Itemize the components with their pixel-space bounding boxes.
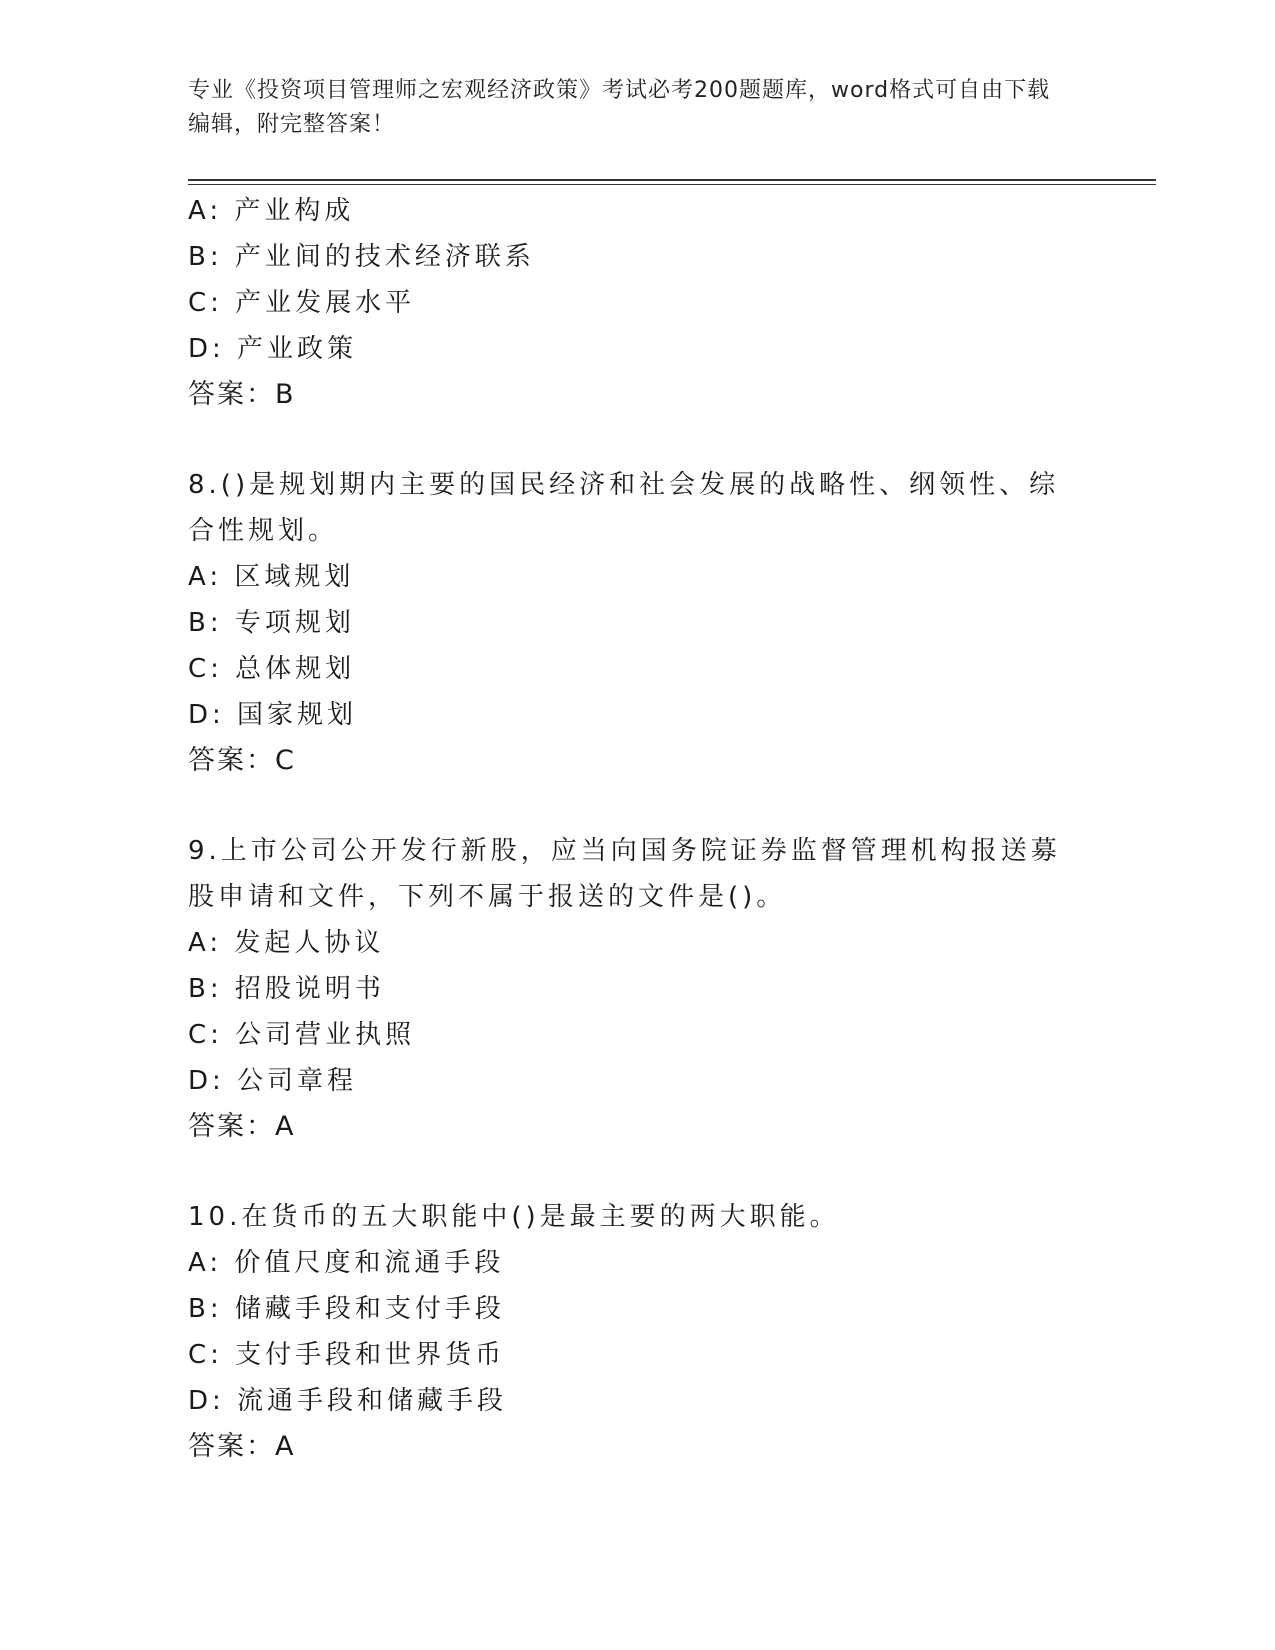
option-b: B: 专项规划 (188, 608, 355, 638)
option-a: A: 区域规划 (188, 562, 355, 592)
option-c: C: 公司营业执照 (188, 1020, 416, 1050)
question-text: 9.上市公司公开发行新股，应当向国务院证券监督管理机构报送募股申请和文件，下列不属于报送的文件是()。 (188, 836, 1061, 912)
option-d: D: 国家规划 (188, 700, 358, 730)
option-c: C: 产业发展水平 (188, 288, 416, 318)
question-text: 10.在货币的五大职能中()是最主要的两大职能。 (188, 1202, 840, 1232)
answer: 答案：B (188, 379, 296, 410)
answer: 答案：C (188, 745, 296, 776)
option-d: D: 产业政策 (188, 334, 358, 364)
question-text: 8.()是规划期内主要的国民经济和社会发展的战略性、纲领性、综合性规划。 (188, 470, 1060, 546)
option-a: A: 价值尺度和流通手段 (188, 1248, 505, 1278)
option-a: A: 产业构成 (188, 196, 355, 226)
document-header: 专业《投资项目管理师之宏观经济政策》考试必考200题题库，word格式可自由下载编辑，附完整答案！ (188, 78, 1051, 137)
option-b: B: 招股说明书 (188, 974, 385, 1004)
option-c: C: 支付手段和世界货币 (188, 1340, 506, 1370)
option-a: A: 发起人协议 (188, 928, 385, 958)
option-d: D: 公司章程 (188, 1066, 358, 1096)
header-rule-thin (188, 184, 1156, 185)
question-8 (188, 462, 1088, 784)
continued-question (188, 188, 1088, 418)
option-b: B: 储藏手段和支付手段 (188, 1294, 505, 1324)
question-9 (188, 828, 1088, 1150)
option-c: C: 总体规划 (188, 654, 356, 684)
question-10 (188, 1194, 1088, 1470)
header-rule-thick (188, 179, 1156, 181)
option-b: B: 产业间的技术经济联系 (188, 242, 535, 272)
answer: 答案：A (188, 1111, 296, 1142)
option-d: D: 流通手段和储藏手段 (188, 1386, 508, 1416)
question-content (188, 188, 1088, 1470)
answer: 答案：A (188, 1431, 296, 1462)
